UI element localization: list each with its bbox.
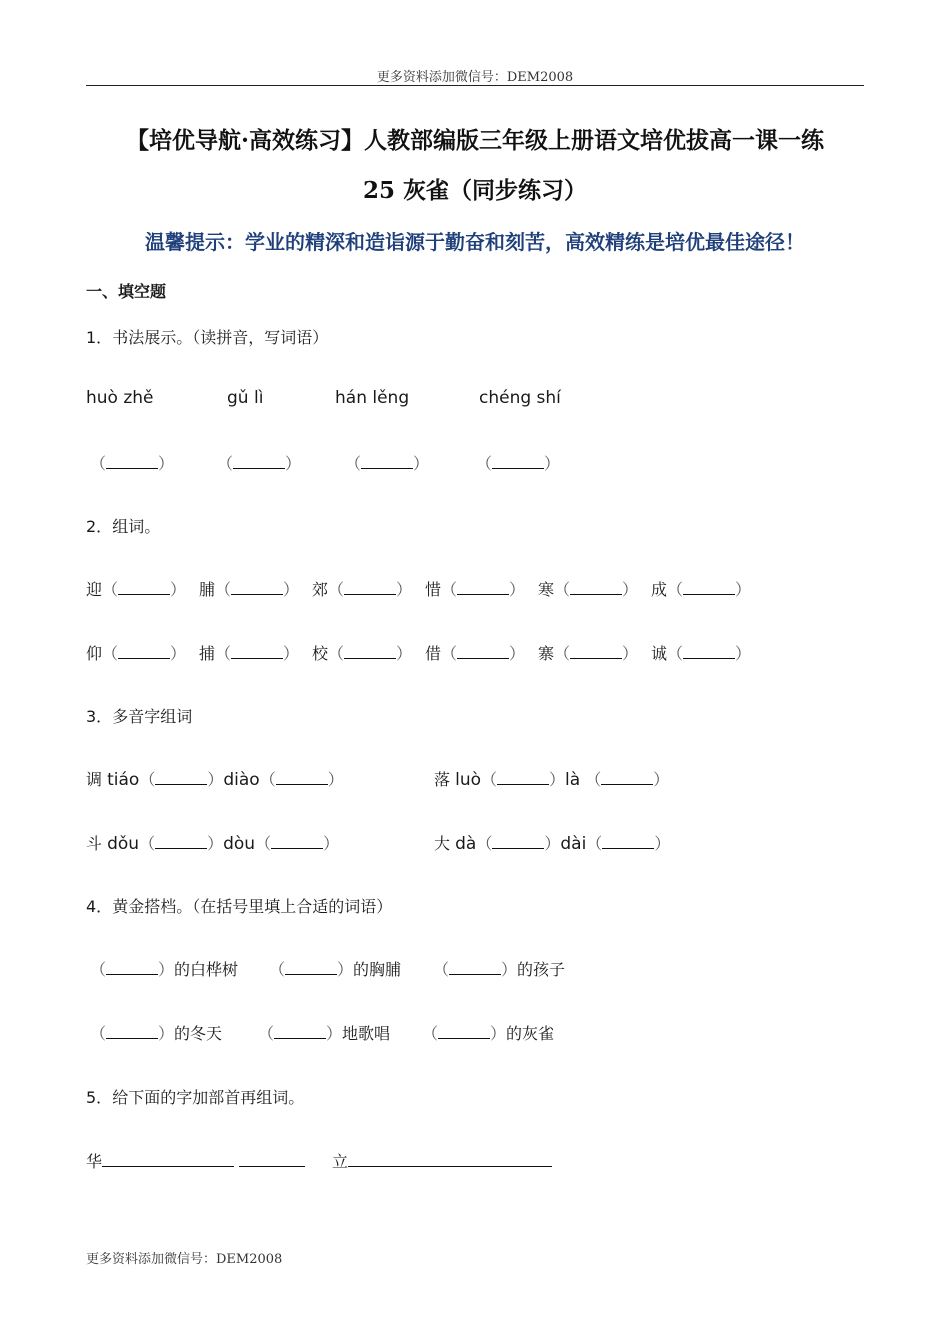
question-text: 书法展示。（读拼音，写词语）: [112, 328, 329, 347]
polyphone-item[interactable]: 斗 dǒu（ ）dòu（ ）: [86, 834, 340, 854]
polyphone-item[interactable]: 调 tiáo（ ）diào（ ）: [86, 770, 344, 790]
word-group-row-1: [86, 577, 846, 601]
question-number: 4．: [86, 897, 113, 916]
page-header: 更多资料添加微信号：DEM2008: [376, 70, 574, 85]
phrase-item[interactable]: （ ）的冬天: [90, 1024, 223, 1043]
question-text: 给下面的字加部首再组词。: [112, 1088, 305, 1107]
answer-blank[interactable]: （ ）: [217, 454, 302, 473]
question-number: 5．: [86, 1088, 113, 1107]
pinyin-item: chéng shí: [479, 388, 561, 408]
word-group-row-2: [86, 641, 846, 665]
lesson-title: 25 灰雀（同步练习）: [362, 177, 587, 204]
polyphone-row-2: [86, 831, 846, 855]
polyphone-item[interactable]: 落 luò（ ）là （ ）: [434, 770, 670, 790]
radical-item[interactable]: 立: [332, 1149, 552, 1172]
word-group-item[interactable]: 校（ ）: [312, 644, 413, 663]
word-group-item[interactable]: 诚（ ）: [651, 644, 752, 663]
answer-blank-row: [86, 451, 846, 475]
word-group-item[interactable]: 惜（ ）: [425, 580, 526, 599]
phrase-row-1: [86, 957, 846, 981]
question-number: 1．: [86, 328, 113, 347]
question-4: [86, 894, 392, 917]
word-group-item[interactable]: 借（ ）: [425, 644, 526, 663]
question-number: 2．: [86, 517, 113, 536]
phrase-row-2: [86, 1021, 846, 1045]
question-2: [86, 514, 160, 537]
word-group-item[interactable]: 郊（ ）: [312, 580, 413, 599]
phrase-item[interactable]: （ ）的胸脯: [269, 960, 402, 979]
word-group-item[interactable]: 捕（ ）: [199, 644, 300, 663]
question-1: [86, 325, 328, 348]
header-divider: [86, 85, 864, 86]
answer-blank[interactable]: （ ）: [476, 454, 561, 473]
answer-blank[interactable]: （ ）: [345, 454, 430, 473]
phrase-item[interactable]: （ ）的灰雀: [422, 1024, 555, 1043]
phrase-item[interactable]: （ ）的白桦树: [90, 960, 239, 979]
pinyin-row: [86, 388, 846, 412]
polyphone-row-1: [86, 767, 846, 791]
section-heading: 一、填空题: [86, 282, 167, 301]
question-text: 组词。: [112, 517, 161, 536]
radical-row: [86, 1149, 846, 1173]
question-text: 黄金搭档。（在括号里填上合适的词语）: [112, 897, 393, 916]
worksheet-title: 【培优导航·高效练习】人教部编版三年级上册语文培优拔高一课一练: [125, 127, 824, 154]
phrase-item[interactable]: （ ）的孩子: [433, 960, 566, 979]
polyphone-item[interactable]: 大 dà（ ）dài（ ）: [434, 834, 671, 854]
pinyin-item: hán lěng: [335, 388, 410, 408]
question-number: 3．: [86, 707, 113, 726]
radical-item[interactable]: 华: [86, 1149, 305, 1172]
pinyin-item: gǔ lì: [227, 388, 264, 408]
phrase-item[interactable]: （ ）地歌唱: [258, 1024, 391, 1043]
word-group-item[interactable]: 迎（ ）: [86, 580, 187, 599]
word-group-item[interactable]: 仰（ ）: [86, 644, 187, 663]
question-3: [86, 704, 192, 727]
word-group-item[interactable]: 成（ ）: [651, 580, 752, 599]
page-footer: 更多资料添加微信号：DEM2008: [86, 1252, 283, 1267]
word-group-item[interactable]: 脯（ ）: [199, 580, 300, 599]
pinyin-item: huò zhě: [86, 388, 154, 408]
answer-blank[interactable]: （ ）: [90, 454, 175, 473]
word-group-item[interactable]: 寒（ ）: [538, 580, 639, 599]
question-text: 多音字组词: [112, 707, 193, 726]
word-group-item[interactable]: 寨（ ）: [538, 644, 639, 663]
tip-banner: 温馨提示：学业的精深和造诣源于勤奋和刻苦，高效精练是培优最佳途径！: [145, 230, 805, 254]
question-5: [86, 1085, 304, 1108]
